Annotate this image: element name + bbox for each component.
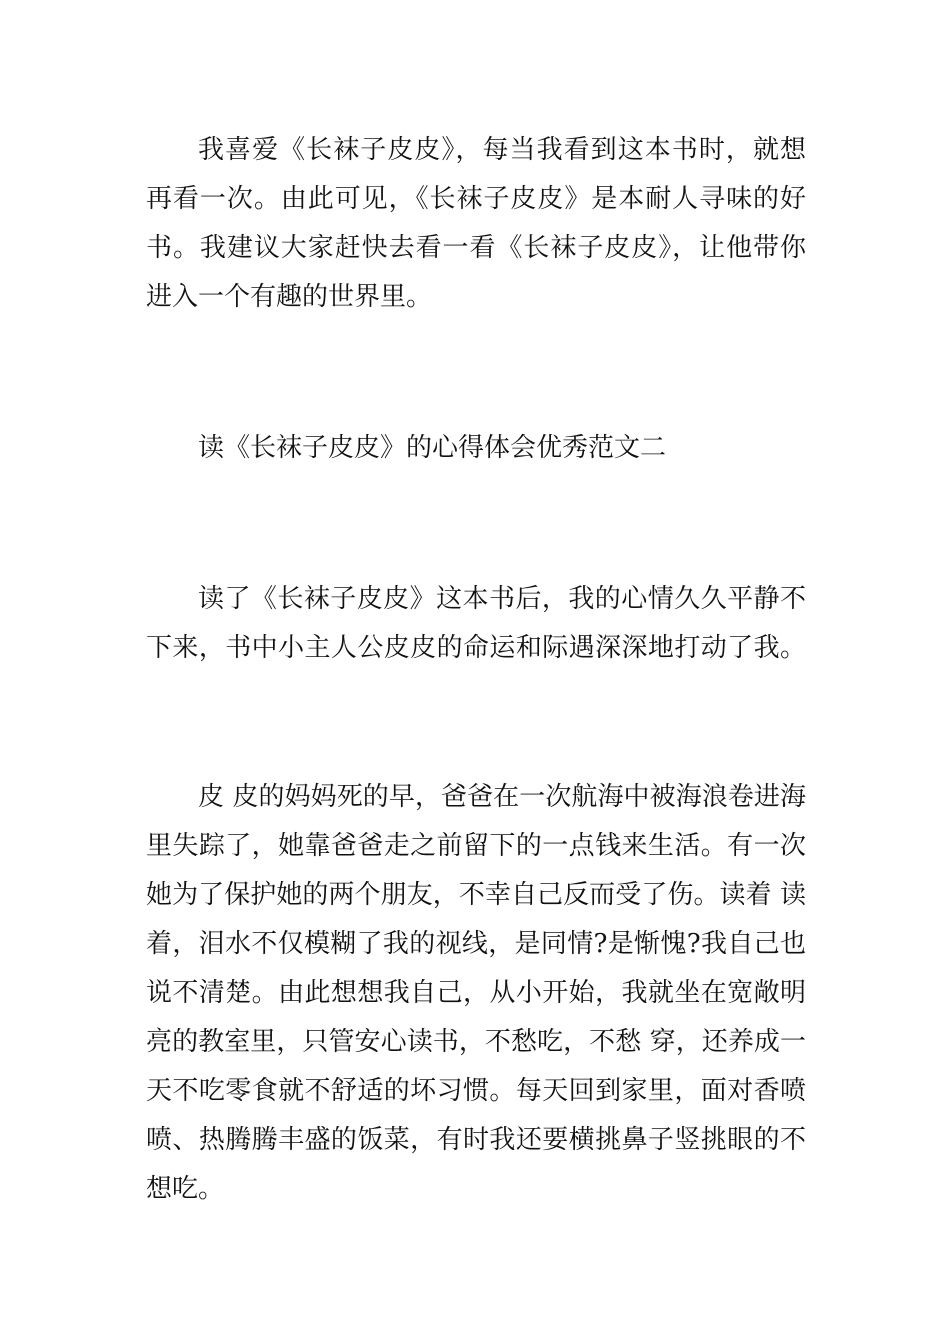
paragraph-line: 我喜爱《长袜子皮皮》，每当我看到这本书时，就想 [198,135,806,165]
paragraph-line: 着，泪水不仅模糊了我的视线，是同情?是惭愧?我自己也 [146,929,806,959]
paragraph-line: 说不清楚。由此想想我自己，从小开始，我就坐在宽敞明 [146,978,806,1008]
section-heading: 读《长袜子皮皮》的心得体会优秀范文二 [198,433,667,463]
paragraph-line: 她为了保护她的两个朋友，不幸自己反而受了伤。读着 读 [146,880,806,910]
paragraph-line: 进入一个有趣的世界里。 [146,282,433,312]
paragraph-line: 书。我建议大家赶快去看一看《长袜子皮皮》，让他带你 [146,233,806,263]
paragraph-line: 想吃。 [146,1174,225,1204]
paragraph-line: 天不吃零食就不舒适的坏习惯。每天回到家里，面对香喷 [146,1076,806,1106]
paragraph-line: 里失踪了，她靠爸爸走之前留下的一点钱来生活。有一次 [146,831,806,861]
paragraph-line: 读了《长袜子皮皮》这本书后，我的心情久久平静不 [198,584,806,614]
paragraph-line: 皮 皮的妈妈死的早，爸爸在一次航海中被海浪卷进海 [198,782,806,812]
paragraph-line: 下来，书中小主人公皮皮的命运和际遇深深地打动了我。 [146,633,806,663]
paragraph-line: 再看一次。由此可见，《长袜子皮皮》是本耐人寻味的好 [146,184,806,214]
paragraph-line: 喷、热腾腾丰盛的饭菜，有时我还要横挑鼻子竖挑眼的不 [146,1125,806,1155]
paragraph-line: 亮的教室里，只管安心读书，不愁吃，不愁 穿，还养成一 [146,1027,806,1057]
